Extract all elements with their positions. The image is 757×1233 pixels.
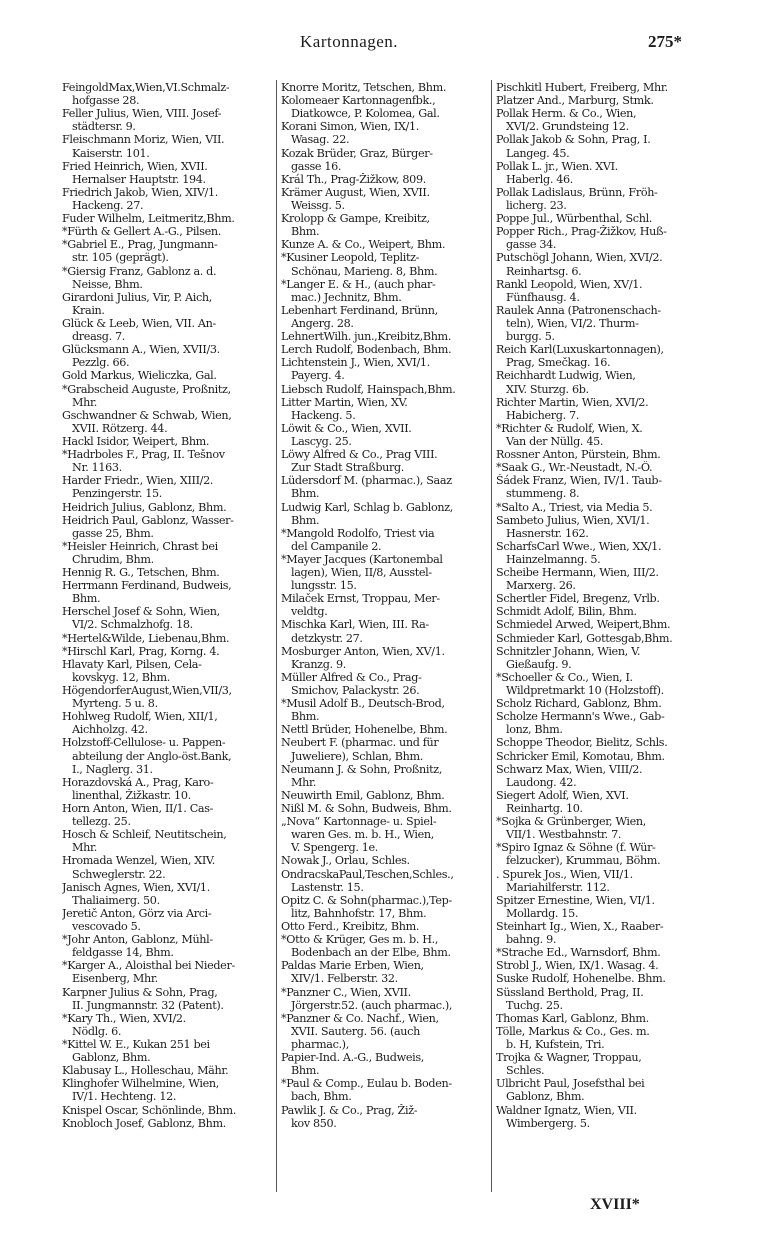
entry-continuation-line: teln), Wien, VI/2. Thurm- [506, 316, 639, 330]
entry-continuation-line: Neisse, Bhm. [72, 277, 143, 291]
entry-line: Friedrich Jakob, Wien, XIV/1. [62, 185, 218, 199]
entry-continuation-line: gasse 34. [506, 238, 557, 252]
entry-continuation-line: XIV. Sturzg. 6b. [506, 382, 589, 396]
entry-line: Korani Simon, Wien, IX/1. [281, 120, 419, 134]
entry-line: FeingoldMax,Wien,VI.Schmalz- [62, 81, 230, 94]
entry-line: Horn Anton, Wien, II/1. Cas- [62, 802, 214, 816]
entry-continuation-line: pharmac.), [291, 1037, 349, 1051]
entry-continuation-line: bach, Bhm. [291, 1090, 352, 1104]
entry-continuation-line: Langeg. 45. [506, 146, 570, 160]
entry-line: Pollak Ladislaus, Brünn, Fröh- [496, 185, 658, 199]
entry-line: Löwy Alfred & Co., Prag VIII. [281, 448, 438, 462]
entry-continuation-line: Mhr. [72, 395, 97, 409]
entry-line: Strobl J., Wien, IX/1. Wasag. 4. [496, 959, 659, 973]
entry-line: *Johr Anton, Gablonz, Mühl- [62, 933, 213, 947]
entry-continuation-line: licherg. 23. [506, 198, 567, 212]
entry-line: Fuder Wilhelm, Leitmeritz,Bhm. [62, 212, 235, 226]
entry-continuation-line: VII/1. Westbahnstr. 7. [506, 828, 622, 842]
entry-continuation-line: Haberlg. 46. [506, 172, 574, 186]
entry-continuation-line: burgg. 5. [506, 330, 555, 344]
entry-line: Krämer August, Wien, XVII. [281, 185, 430, 199]
entry-continuation-line: Pezzlg. 66. [72, 356, 130, 370]
entry-line: *Spiro Ignaz & Söhne (f. Wür- [496, 841, 656, 855]
entry-line: Raulek Anna (Patronenschach- [496, 303, 661, 317]
entry-continuation-line: städtersr. 9. [72, 120, 136, 134]
entry-continuation-line: litz, Bahnhofstr. 17, Bhm. [291, 906, 427, 920]
entry-line: *Kary Th., Wien, XVI/2. [62, 1011, 186, 1025]
entry-line: Poppe Jul., Würbenthal, Schl. [496, 212, 653, 226]
entry-continuation-line: gasse 25, Bhm. [72, 526, 154, 540]
entry-continuation-line: tellezg. 25. [72, 815, 131, 829]
entry-continuation-line: Juweliere), Schlan, Bhm. [291, 749, 424, 763]
entry-line: Harder Friedr., Wien, XIII/2. [62, 474, 214, 488]
entry-line: Richter Martin, Wien, XVI/2. [496, 395, 649, 409]
entry-line: Fried Heinrich, Wien, XVII. [62, 159, 208, 173]
entry-continuation-line: Hackeng. 27. [72, 198, 144, 212]
entry-continuation-line: waren Ges. m. b. H., Wien, [291, 828, 434, 842]
entry-continuation-line: I., Naglerg. 31. [72, 762, 153, 776]
entry-continuation-line: Tuchg. 25. [506, 998, 563, 1012]
entry-continuation-line: Thaliaimerg. 50. [72, 893, 160, 907]
entry-continuation-line: Bhm. [291, 225, 320, 239]
entry-line: Schmiedel Arwed, Weipert,Bhm. [496, 618, 671, 632]
entry-line: Reichhardt Ludwig, Wien, [496, 369, 636, 383]
entry-line: Klinghofer Wilhelmine, Wien, [62, 1077, 219, 1091]
directory-column-3 [496, 81, 706, 1189]
entry-continuation-line: XIV/1. Felberstr. 32. [291, 972, 398, 986]
entry-line: Löwit & Co., Wien, XVII. [281, 421, 412, 435]
entry-line: Scholz Richard, Gablonz, Bhm. [496, 697, 662, 711]
entry-continuation-line: kov 850. [291, 1116, 337, 1130]
entry-continuation-line: Nr. 1163. [72, 461, 122, 475]
entry-continuation-line: Lascyg. 25. [291, 434, 352, 448]
entry-continuation-line: XVII. Rötzerg. 44. [72, 421, 168, 435]
entry-continuation-line: gasse 16. [291, 159, 342, 173]
entry-continuation-line: veldtg. [291, 605, 328, 619]
entry-line: Nettl Brüder, Hohenelbe, Bhm. [281, 723, 448, 737]
entry-continuation-line: Bhm. [291, 513, 320, 527]
entry-line: Popper Rich., Prag-Žižkov, Huß- [496, 225, 667, 239]
entry-line: *Panzner & Co. Nachf., Wien, [281, 1011, 439, 1025]
entry-line: *Salto A., Triest, via Media 5. [496, 500, 653, 514]
entry-line: Scholze Hermann's Wwe., Gab- [496, 710, 665, 724]
entry-line: Kozak Brüder, Graz, Bürger- [281, 146, 433, 160]
entry-line: Siegert Adolf, Wien, XVI. [496, 788, 629, 802]
entry-continuation-line: vescovado 5. [72, 920, 141, 933]
entry-continuation-line: Schönau, Marieng. 8, Bhm. [291, 264, 438, 278]
entry-line: Nowak J., Orlau, Schles. [281, 854, 410, 868]
entry-line: Müller Alfred & Co., Prag- [281, 670, 422, 684]
entry-continuation-line: Jörgerstr.52. (auch pharmac.), [291, 998, 453, 1012]
entry-line: Spitzer Ernestine, Wien, VI/1. [496, 893, 655, 907]
entry-line: „Nova“ Kartonnage- u. Spiel- [281, 815, 437, 829]
entry-continuation-line: XVI/2. Grundsteing 12. [506, 120, 629, 134]
entry-line: *Gabriel E., Prag, Jungmann- [62, 238, 218, 252]
entry-line: Klabusay L., Holleschau, Mähr. [62, 1064, 229, 1078]
entry-line: *Paul & Comp., Eulau b. Boden- [281, 1077, 452, 1091]
entry-line: Šádek Franz, Wien, IV/1. Taub- [496, 474, 662, 488]
entry-line: *Mayer Jacques (Kartonembal [281, 552, 443, 566]
entry-line: Liebsch Rudolf, Hainspach,Bhm. [281, 382, 456, 396]
entry-continuation-line: Habicherg. 7. [506, 408, 580, 422]
directory-column-1 [62, 81, 277, 1189]
entry-line: Schnitzler Johann, Wien, V. [496, 644, 641, 658]
entry-continuation-line: Zur Stadt Straßburg. [291, 461, 405, 475]
entry-continuation-line: bahng. 9. [506, 933, 557, 947]
entry-continuation-line: Nödlg. 6. [72, 1024, 122, 1038]
entry-continuation-line: hofgasse 28. [72, 94, 140, 108]
entry-line: *Karger A., Aloisthal bei Nieder- [62, 959, 235, 973]
entry-continuation-line: Payerg. 4. [291, 369, 345, 383]
entry-continuation-line: Schweglerstr. 22. [72, 867, 166, 881]
entry-continuation-line: Hernalser Hauptstr. 194. [72, 172, 206, 186]
entry-continuation-line: Laudong. 42. [506, 775, 577, 789]
entry-line: Pollak Herm. & Co., Wien, [496, 107, 637, 121]
entry-line: Gold Markus, Wieliczka, Gal. [62, 369, 217, 383]
entry-continuation-line: Hackeng. 5. [291, 408, 356, 422]
entry-line: OndracskaPaul,Teschen,Schles., [281, 867, 454, 881]
entry-line: *Heisler Heinrich, Chrast bei [62, 539, 218, 553]
entry-line: Litter Martin, Wien, XV. [281, 395, 408, 409]
entry-line: *Musil Adolf B., Deutsch-Brod, [281, 697, 445, 711]
entry-line: Lüdersdorf M. (pharmac.), Saaz [281, 474, 452, 488]
entry-line: LehnertWilh. jun.,Kreibitz,Bhm. [281, 330, 452, 344]
entry-line: Janisch Agnes, Wien, XVI/1. [62, 880, 210, 894]
entry-line: *Mangold Rodolfo, Triest via [281, 526, 435, 540]
entry-continuation-line: Angerg. 28. [291, 316, 354, 330]
entry-continuation-line: Hasnerstr. 162. [506, 526, 589, 540]
entry-line: Pischkitl Hubert, Freiberg, Mhr. [496, 81, 668, 94]
entry-line: *Langer E. & H., (auch phar- [281, 277, 436, 291]
entry-line: Knorre Moritz, Tetschen, Bhm. [281, 81, 447, 94]
entry-continuation-line: Myrteng. 5 u. 8. [72, 697, 158, 711]
entry-line: Steinhart Ig., Wien, X., Raaber- [496, 920, 664, 933]
entry-continuation-line: lonz, Bhm. [506, 723, 563, 737]
entry-continuation-line: Wimbergerg. 5. [506, 1116, 590, 1130]
entry-line: *Otto & Krüger, Ges m. b. H., [281, 933, 439, 947]
entry-continuation-line: II. Jungmannstr. 32 (Patent). [72, 998, 224, 1012]
entry-continuation-line: Prag, Smečkag. 16. [506, 356, 611, 370]
entry-line: Gschwandner & Schwab, Wien, [62, 408, 232, 422]
entry-continuation-line: Kaiserstr. 101. [72, 146, 150, 160]
entry-line: Glücksmann A., Wien, XVII/3. [62, 343, 220, 357]
entry-continuation-line: Mollardg. 15. [506, 906, 579, 920]
entry-line: HögendorferAugust,Wien,VII/3, [62, 684, 232, 698]
entry-line: *Hertel&Wilde, Liebenau,Bhm. [62, 631, 230, 645]
entry-continuation-line: lagen), Wien, II/8, Ausstel- [291, 566, 432, 580]
entry-line: Mosburger Anton, Wien, XV/1. [281, 644, 445, 658]
entry-line: Knispel Oscar, Schönlinde, Bhm. [62, 1103, 236, 1117]
entry-continuation-line: Lastenstr. 15. [291, 880, 364, 894]
entry-line: Hackl Isidor, Weipert, Bhm. [62, 434, 210, 448]
entry-line: Otto Ferd., Kreibitz, Bhm. [281, 920, 420, 933]
entry-line: Thomas Karl, Gablonz, Bhm. [496, 1011, 649, 1025]
entry-line: Hlavaty Karl, Pilsen, Cela- [62, 657, 202, 671]
entry-continuation-line: Bodenbach an der Elbe, Bhm. [291, 946, 451, 960]
entry-line: Schmieder Karl, Gottesgab,Bhm. [496, 631, 673, 645]
entry-line: Schmidt Adolf, Bilin, Bhm. [496, 605, 637, 619]
entry-continuation-line: VI/2. Schmalzhofg. 18. [72, 618, 193, 632]
entry-line: Ulbricht Paul, Josefsthal bei [496, 1077, 645, 1091]
entry-line: . Spurek Jos., Wien, VII/1. [496, 867, 633, 881]
entry-line: Girardoni Julius, Vir, P. Aich, [62, 290, 212, 304]
entry-line: Süssland Berthold, Prag, II. [496, 985, 644, 999]
entry-continuation-line: Wildpretmarkt 10 (Holzstoff). [506, 684, 664, 698]
entry-continuation-line: XVII. Sauterg. 56. (auch [291, 1024, 420, 1038]
entry-line: Nißl M. & Sohn, Budweis, Bhm. [281, 802, 452, 816]
entry-continuation-line: abteilung der Anglo-öst.Bank, [72, 749, 232, 763]
entry-line: Lerch Rudolf, Bodenbach, Bhm. [281, 343, 452, 357]
entry-line: Krolopp & Gampe, Kreibitz, [281, 212, 430, 226]
entry-line: *Saak G., Wr.-Neustadt, N.-Ö. [496, 461, 653, 475]
entry-line: Waldner Ignatz, Wien, VII. [496, 1103, 637, 1117]
entry-continuation-line: Mhr. [291, 775, 316, 789]
entry-line: Rankl Leopold, Wien, XV/1. [496, 277, 643, 291]
entry-continuation-line: str. 105 (geprägt). [72, 251, 169, 265]
entry-line: Kunze A. & Co., Weipert, Bhm. [281, 238, 446, 252]
entry-line: Trojka & Wagner, Troppau, [496, 1051, 642, 1065]
entry-continuation-line: Chrudim, Bhm. [72, 552, 154, 566]
directory-column-2 [281, 81, 496, 1189]
entry-continuation-line: Reinhartg. 10. [506, 802, 583, 816]
entry-line: Neuwirth Emil, Gablonz, Bhm. [281, 788, 445, 802]
entry-line: Král Th., Prag-Žižkow, 809. [281, 172, 426, 186]
entry-line: *Fürth & Gellert A.-G., Pilsen. [62, 225, 221, 239]
entry-continuation-line: detzkystr. 27. [291, 631, 363, 645]
entry-line: Platzer And., Marburg, Stmk. [496, 94, 654, 108]
entry-continuation-line: Hainzelmanng. 5. [506, 552, 601, 566]
entry-continuation-line: Gablonz, Bhm. [72, 1051, 151, 1065]
entry-continuation-line: Bhm. [291, 710, 320, 724]
entry-line: Pollak L. jr., Wien. XVI. [496, 159, 618, 173]
entry-continuation-line: stummeng. 8. [506, 487, 580, 501]
entry-line: *Richter & Rudolf, Wien, X. [496, 421, 643, 435]
entry-line: Scheibe Hermann, Wien, III/2. [496, 566, 659, 580]
entry-continuation-line: linenthal, Žižkastr. 10. [72, 788, 191, 802]
entry-continuation-line: Fünfhausg. 4. [506, 290, 580, 304]
entry-line: Kolomeaer Kartonnagenfbk., [281, 94, 436, 108]
entry-line: Pollak Jakob & Sohn, Prag, I. [496, 133, 651, 147]
entry-line: Schoppe Theodor, Bielitz, Schls. [496, 736, 668, 750]
entry-continuation-line: Van der Nüllg. 45. [506, 434, 604, 448]
entry-line: Heidrich Julius, Gablonz, Bhm. [62, 500, 227, 514]
entry-line: Opitz C. & Sohn(pharmac.),Tep- [281, 893, 452, 907]
entry-line: Tölle, Markus & Co., Ges. m. [496, 1024, 650, 1038]
entry-continuation-line: dreasg. 7. [72, 330, 125, 344]
entry-continuation-line: del Campanile 2. [291, 539, 382, 553]
entry-line: *Sojka & Grünberger, Wien, [496, 815, 646, 829]
entry-line: Suske Rudolf, Hohenelbe. Bhm. [496, 972, 666, 986]
entry-line: Jeretič Anton, Görz via Arci- [62, 906, 212, 920]
entry-continuation-line: feldgasse 14, Bhm. [72, 946, 174, 960]
entry-continuation-line: felzucker), Krummau, Böhm. [506, 854, 661, 868]
entry-line: ScharfsCarl Wwe., Wien, XX/1. [496, 539, 662, 553]
entry-line: *Kittel W. E., Kukan 251 bei [62, 1037, 210, 1051]
entry-line: Papier-Ind. A.-G., Budweis, [281, 1051, 424, 1065]
entry-line: Hosch & Schleif, Neutitschein, [62, 828, 227, 842]
page-header [0, 30, 757, 60]
entry-continuation-line: Smichov, Palackystr. 26. [291, 684, 420, 698]
entry-line: Lebenhart Ferdinand, Brünn, [281, 303, 438, 317]
entry-continuation-line: Bhm. [291, 487, 320, 501]
entry-continuation-line: V. Spengerg. 1e. [291, 841, 378, 855]
entry-line: Feller Julius, Wien, VIII. Josef- [62, 107, 222, 121]
entry-continuation-line: Aichholzg. 42. [72, 723, 148, 737]
entry-continuation-line: b. H, Kufstein, Tri. [506, 1037, 605, 1051]
entry-line: Herschel Josef & Sohn, Wien, [62, 605, 220, 619]
entry-line: Glück & Leeb, Wien, VII. An- [62, 316, 216, 330]
entry-line: *Kusiner Leopold, Teplitz- [281, 251, 420, 265]
entry-line: Hromada Wenzel, Wien, XIV. [62, 854, 215, 868]
entry-continuation-line: Reinhartsg. 6. [506, 264, 582, 278]
entry-line: Heidrich Paul, Gablonz, Wasser- [62, 513, 234, 527]
entry-line: Putschögl Johann, Wien, XVI/2. [496, 251, 663, 265]
page-title: Kartonnagen. [300, 32, 399, 51]
entry-line: *Hadrboles F., Prag, II. Tešnov [62, 448, 225, 462]
entry-continuation-line: IV/1. Hechteng. 12. [72, 1090, 177, 1104]
entry-line: *Strache Ed., Warnsdorf, Bhm. [496, 946, 661, 960]
entry-line: *Schoeller & Co., Wien, I. [496, 670, 633, 684]
printer-signature: XVIII* [590, 1196, 640, 1213]
entry-continuation-line: Bhm. [72, 592, 101, 606]
entry-line: Milaček Ernst, Troppau, Mer- [281, 592, 440, 606]
entry-line: Neumann J. & Sohn, Proßnitz, [281, 762, 443, 776]
entry-line: *Grabscheid Auguste, Proßnitz, [62, 382, 231, 396]
entry-continuation-line: Penzingerstr. 15. [72, 487, 162, 501]
entry-continuation-line: Mariahilferstr. 112. [506, 880, 610, 894]
entry-line: Herrmann Ferdinand, Budweis, [62, 579, 232, 593]
page-number: 275* [648, 32, 682, 51]
entry-line: Pawlik J. & Co., Prag, Žiž- [281, 1103, 418, 1117]
entry-continuation-line: Kranzg. 9. [291, 657, 346, 671]
entry-line: Hohlweg Rudolf, Wien, XII/1, [62, 710, 218, 724]
entry-line: Holzstoff-Cellulose- u. Pappen- [62, 736, 226, 750]
entry-line: Neubert F. (pharmac. und für [281, 736, 439, 750]
entry-line: *Giersig Franz, Gablonz a. d. [62, 264, 217, 278]
entry-continuation-line: Bhm. [291, 1064, 320, 1078]
entry-continuation-line: Mhr. [72, 841, 97, 855]
entry-continuation-line: Krain. [72, 303, 105, 317]
entry-continuation-line: lungsstr. 15. [291, 579, 357, 593]
entry-line: Schwarz Max, Wien, VIII/2. [496, 762, 643, 776]
entry-line: Hennig R. G., Tetschen, Bhm. [62, 566, 220, 580]
entry-line: Knobloch Josef, Gablonz, Bhm. [62, 1116, 226, 1130]
entry-continuation-line: Weissg. 5. [291, 198, 345, 212]
entry-line: Lichtenstein J., Wien, XVI/1. [281, 356, 430, 370]
entry-continuation-line: Wasag. 22. [291, 133, 350, 147]
entry-continuation-line: kovskyg. 12, Bhm. [72, 670, 170, 684]
entry-continuation-line: Eisenberg, Mhr. [72, 972, 158, 986]
entry-line: Sambeto Julius, Wien, XVI/1. [496, 513, 650, 527]
entry-line: Ludwig Karl, Schlag b. Gablonz, [281, 500, 453, 514]
entry-line: Schricker Emil, Komotau, Bhm. [496, 749, 665, 763]
entry-continuation-line: Gießaufg. 9. [506, 657, 572, 671]
entry-continuation-line: Gablonz, Bhm. [506, 1090, 585, 1104]
entry-continuation-line: Schles. [506, 1064, 545, 1078]
entry-line: Fleischmann Moriz, Wien, VII. [62, 133, 225, 147]
entry-line: Paldas Marie Erben, Wien, [281, 959, 424, 973]
entry-line: *Panzner C., Wien, XVII. [281, 985, 411, 999]
entry-line: Mischka Karl, Wien, III. Ra- [281, 618, 429, 632]
entry-continuation-line: Diatkowce, P. Kolomea, Gal. [291, 107, 440, 121]
entry-line: Schertler Fidel, Bregenz, Vrlb. [496, 592, 660, 606]
entry-line: Rossner Anton, Pürstein, Bhm. [496, 448, 661, 462]
entry-line: Horazdovská A., Prag, Karo- [62, 775, 214, 789]
entry-continuation-line: Marxerg. 26. [506, 579, 576, 593]
entry-continuation-line: mac.) Jechnitz, Bhm. [291, 290, 402, 304]
entry-line: Reich Karl(Luxuskartonnagen), [496, 343, 664, 357]
entry-line: *Hirschl Karl, Prag, Korng. 4. [62, 644, 220, 658]
entry-line: Karpner Julius & Sohn, Prag, [62, 985, 218, 999]
